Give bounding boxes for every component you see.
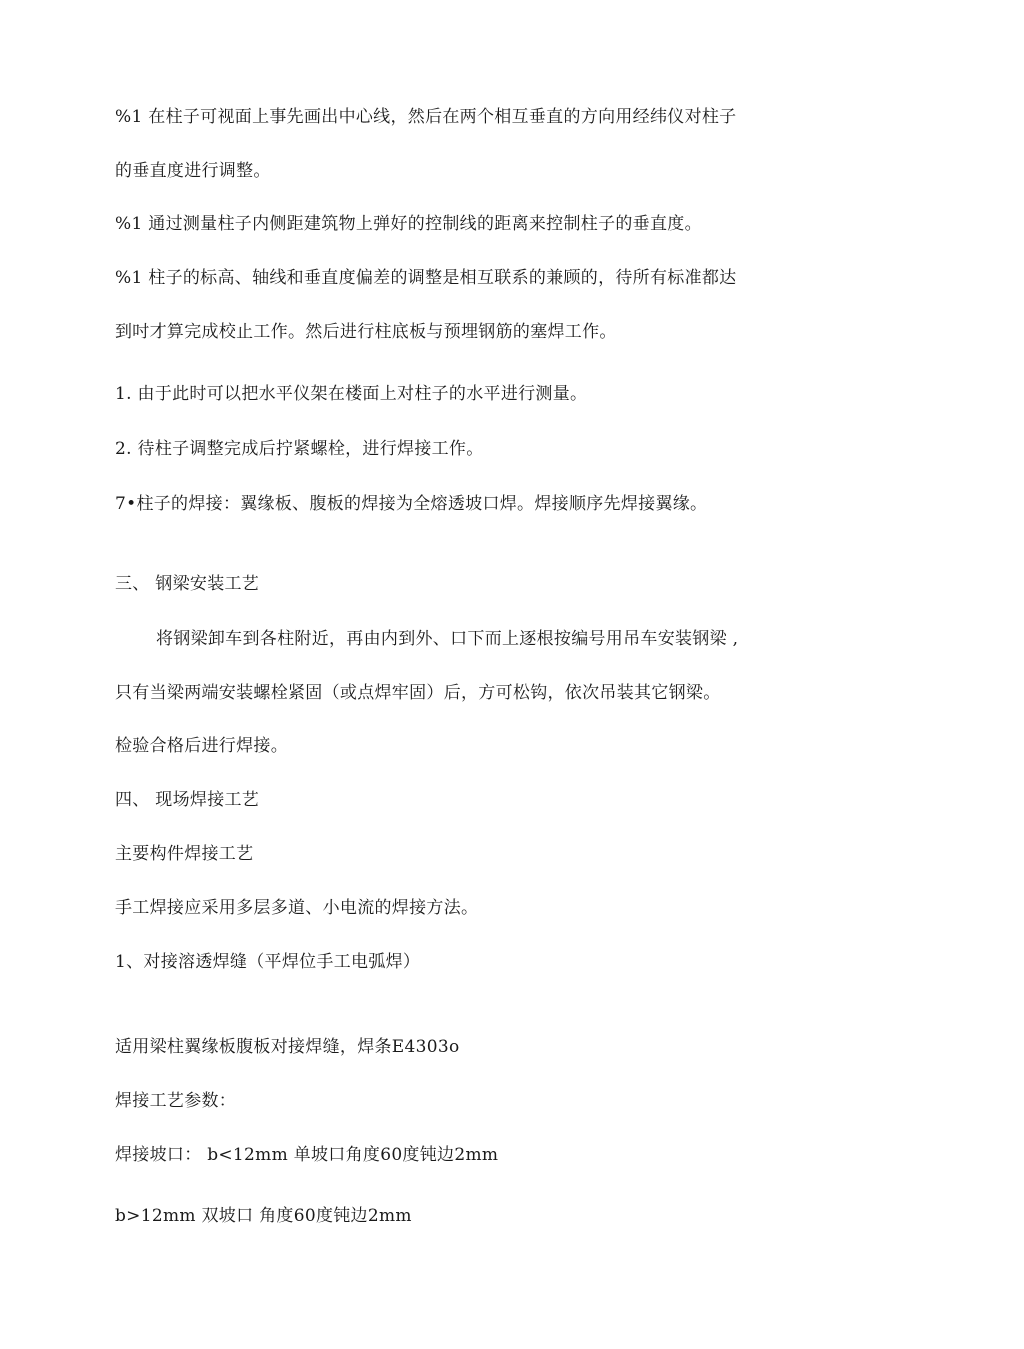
paragraph-line-10: 适用梁柱翼缘板腹板对接焊缝，焊条E4303o (115, 1037, 460, 1057)
list-item-2: 2. 待柱子调整完成后拧紧螺栓，进行焊接工作。 (115, 439, 484, 459)
paragraph-line-4: %1 柱子的标高、轴线和垂直度偏差的调整是相互联系的兼顾的，待所有标准都达 (115, 268, 737, 288)
subheading: 主要构件焊接工艺 (115, 844, 254, 864)
paragraph-line-2: 的垂直度进行调整。 (115, 161, 271, 181)
paragraph-line-1: %1 在柱子可视面上事先画出中心线，然后在两个相互垂直的方向用经纬仪对柱子 (115, 107, 737, 127)
list-item-1: 1. 由于此时可以把水平仪架在楼面上对柱子的水平进行测量。 (115, 384, 588, 404)
paragraph-line-5: 到吋才算完成校止工作。然后进行柱底板与预埋钢筋的塞焊工作。 (115, 322, 617, 342)
paragraph-line-6: 将钢梁卸车到各柱附近，再由内到外、口下而上逐根按编号用吊车安装钢梁 , (156, 629, 739, 649)
paragraph-line-7: 只有当梁两端安装螺栓紧固（或点焊牢固）后，方可松钩，依次吊装其它钢梁。 (115, 683, 721, 703)
section-heading-3: 三、 钢梁安装工艺 (115, 574, 260, 594)
paragraph-line-9: 手工焊接应采用多层多道、小电流的焊接方法。 (115, 898, 479, 918)
section-heading-4: 四、 现场焊接工艺 (115, 790, 260, 810)
groove-spec-1: 焊接坡口： b<12mm 单坡口角度60度钝边2mm (115, 1145, 499, 1165)
numbered-heading-1: 1、对接溶透焊缝（平焊位手工电弧焊） (115, 952, 421, 972)
groove-spec-2: b>12mm 双坡口 角度60度钝边2mm (115, 1206, 412, 1226)
list-item-7: 7•柱子的焊接：翼缘板、腹板的焊接为全熔透坡口焊。焊接顺序先焊接翼缘。 (115, 494, 708, 514)
paragraph-line-11: 焊接工艺参数： (115, 1091, 237, 1111)
paragraph-line-3: %1 通过测量柱子内侧距建筑物上弹好的控制线的距离来控制柱子的垂直度。 (115, 214, 702, 234)
paragraph-line-8: 检验合格后进行焊接。 (115, 736, 288, 756)
